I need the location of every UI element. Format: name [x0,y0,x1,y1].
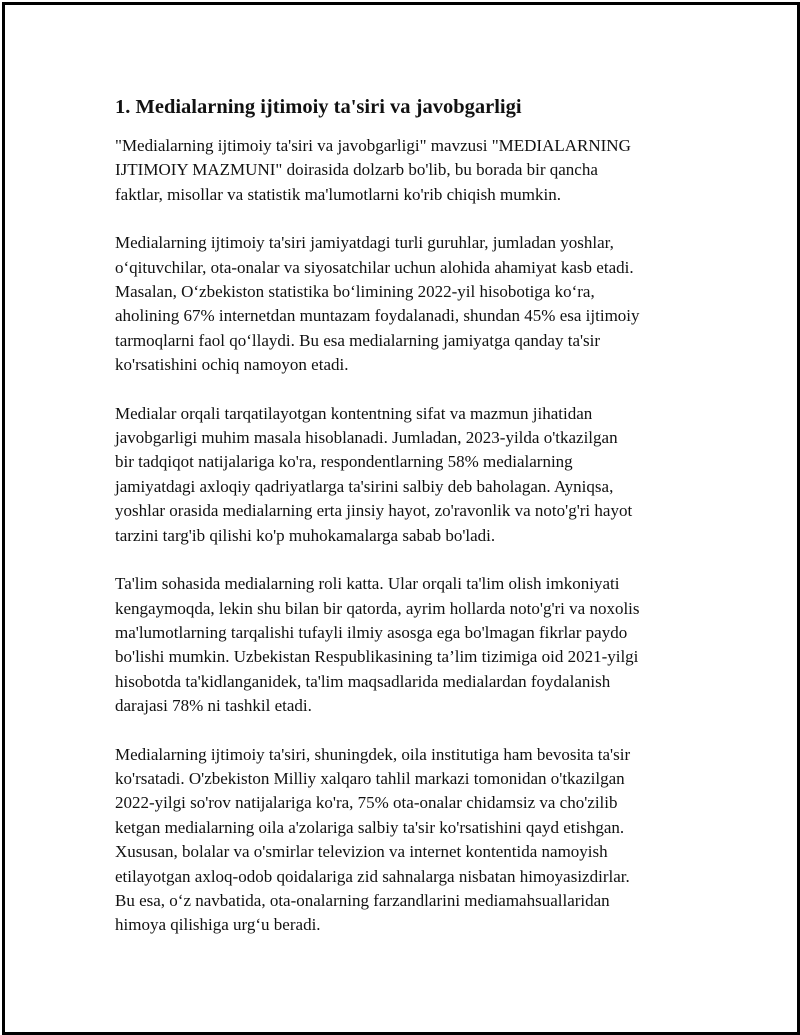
paragraph-line: darajasi 78% ni tashkil etadi. [115,696,312,716]
paragraph-line: ko'rsatishini ochiq namoyon etadi. [115,355,349,375]
paragraph-line: o‘qituvchilar, ota-onalar va siyosatchilar uchun alohida ahamiyat kasb etadi. [115,257,634,277]
paragraph-line: ketgan medialarning oila a'zolariga salbiy ta'sir ko'rsatishini qayd etishgan. [115,817,625,837]
paragraph-line: Xususan, bolalar va o'smirlar televizion va internet kontentida namoyish [115,842,608,862]
paragraph-line: javobgarligi muhim masala hisoblanadi. Jumladan, 2023-yilda o'tkazilgan [115,428,618,448]
paragraph-line: himoya qilishiga urg‘u beradi. [115,915,321,935]
section-title: 1. Medialarning ijtimoiy ta'siri va javobgarligi [115,96,522,118]
paragraph-line: faktlar, misollar va statistik ma'lumotlarni ko'rib chiqish mumkin. [115,184,561,204]
paragraph [115,231,695,377]
paragraph-line: bir tadqiqot natijalariga ko'ra, respondentlarning 58% medialarning [115,452,573,472]
paragraph-line: tarzini targ'ib qilishi ko'p muhokamalarga sabab bo'ladi. [115,525,496,545]
paragraph-line: aholining 67% internetdan muntazam foydalanadi, shundan 45% esa ijtimoiy [115,306,640,326]
paragraph-line: ma'lumotlarning tarqalishi tufayli ilmiy asosga ega bo'lmagan fikrlar paydo [115,622,628,642]
paragraph-line: kengaymoqda, lekin shu bilan bir qatorda, ayrim hollarda noto'g'ri va noxolis [115,598,640,618]
paragraph [115,743,695,938]
paragraph [115,134,695,207]
paragraph-line: Ta'lim sohasida medialarning roli katta. Ular orqali ta'lim olish imkoniyati [115,574,620,594]
paragraph-line: Medialarning ijtimoiy ta'siri, shuningdek, oila institutiga ham bevosita ta'sir [115,744,631,764]
paragraph-line: jamiyatdagi axloqiy qadriyatlarga ta'sirini salbiy deb baholagan. Ayniqsa, [115,476,614,496]
paragraph-line: Masalan, O‘zbekiston statistika bo‘limining 2022-yil hisobotiga ko‘ra, [115,282,595,302]
paragraph-line: 2022-yilgi so'rov natijalariga ko'ra, 75% ota-onalar chidamsiz va cho'zilib [115,793,618,813]
paragraph-line: bo'lishi mumkin. Uzbekistan Respublikasining ta’lim tizimiga oid 2021-yilgi [115,647,639,667]
paragraph-list [115,134,695,938]
document-body [115,94,695,962]
paragraph-line: "Medialarning ijtimoiy ta'siri va javobgarligi" mavzusi "MEDIALARNING [115,136,631,155]
paragraph-line: yoshlar orasida medialarning erta jinsiy hayot, zo'ravonlik va noto'g'ri hayot [115,501,633,521]
paragraph-line: ko'rsatadi. O'zbekiston Milliy xalqaro tahlil markazi tomonidan o'tkazilgan [115,768,625,788]
paragraph [115,402,695,548]
paragraph-line: Medialar orqali tarqatilayotgan kontentning sifat va mazmun jihatidan [115,403,593,423]
paragraph-line: tarmoqlarni faol qo‘llaydi. Bu esa medialarning jamiyatga qanday ta'sir [115,330,601,350]
paragraph-line: Medialarning ijtimoiy ta'siri jamiyatdagi turli guruhlar, jumladan yoshlar, [115,233,614,253]
paragraph-line: Bu esa, o‘z navbatida, ota-onalarning farzandlarini mediamahsuallaridan [115,890,610,910]
paragraph-line: IJTIMOIY MAZMUNI" doirasida dolzarb bo'lib, bu borada bir qancha [115,160,598,180]
paragraph-line: hisobotda ta'kidlanganidek, ta'lim maqsadlarida medialardan foydalanish [115,671,611,691]
paragraph [115,572,695,718]
paragraph-line: etilayotgan axloq-odob qoidalariga zid sahnalarga nisbatan himoyasizdirlar. [115,866,630,886]
